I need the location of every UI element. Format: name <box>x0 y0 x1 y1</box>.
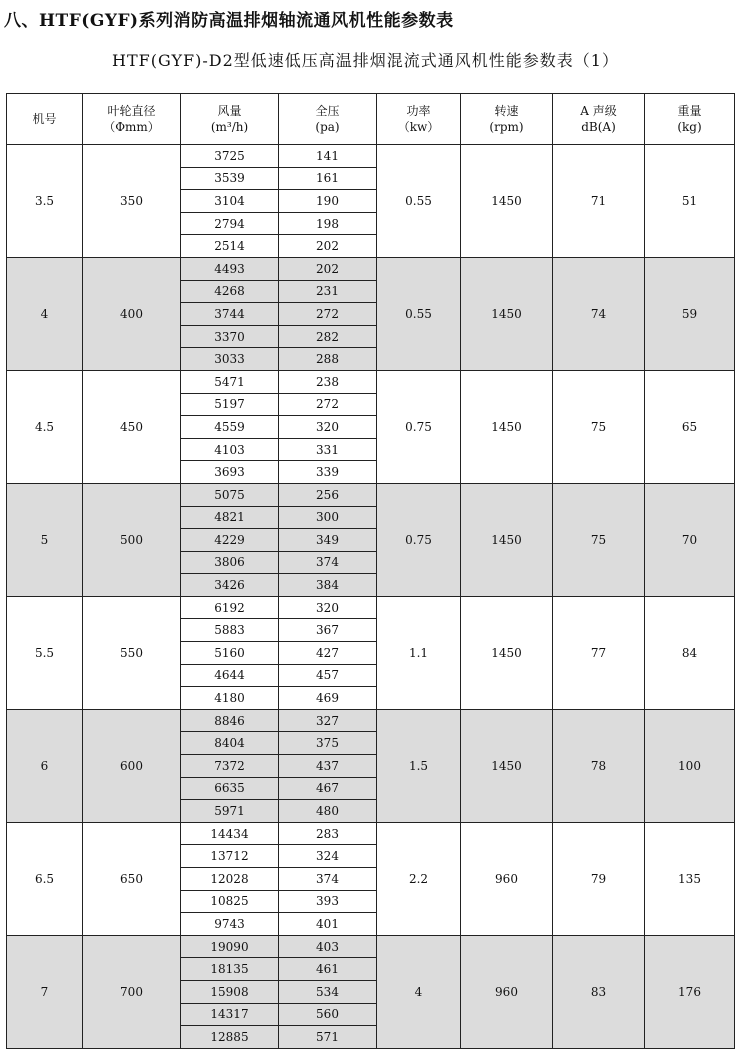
cell-total-pressure: 349 <box>279 529 377 552</box>
cell-total-pressure: 403 <box>279 935 377 958</box>
cell-airflow: 3370 <box>181 325 279 348</box>
table-subtitle: HTF(GYF)-D2型低速低压高温排烟混流式通风机性能参数表（1） <box>112 51 619 70</box>
cell-airflow: 3725 <box>181 145 279 168</box>
cell-total-pressure: 272 <box>279 303 377 326</box>
cell-airflow: 15908 <box>181 980 279 1003</box>
cell-airflow: 3539 <box>181 167 279 190</box>
cell-airflow: 9743 <box>181 913 279 936</box>
cell-airflow: 5971 <box>181 800 279 823</box>
cell-airflow: 3806 <box>181 551 279 574</box>
cell-airflow: 6635 <box>181 777 279 800</box>
cell-noise-level: 83 <box>553 935 645 1048</box>
cell-impeller-diameter: 450 <box>83 370 181 483</box>
cell-weight: 100 <box>645 709 735 822</box>
cell-total-pressure: 427 <box>279 642 377 665</box>
cell-airflow: 4559 <box>181 416 279 439</box>
cell-total-pressure: 283 <box>279 822 377 845</box>
cell-airflow: 10825 <box>181 890 279 913</box>
cell-total-pressure: 534 <box>279 980 377 1003</box>
cell-model: 5.5 <box>7 596 83 709</box>
cell-airflow: 4268 <box>181 280 279 303</box>
table-row <box>7 370 735 393</box>
cell-speed: 1450 <box>461 145 553 258</box>
table-row <box>7 145 735 168</box>
cell-total-pressure: 374 <box>279 868 377 891</box>
cell-airflow: 7372 <box>181 755 279 778</box>
cell-impeller-diameter: 700 <box>83 935 181 1048</box>
cell-speed: 1450 <box>461 483 553 596</box>
header-airflow: 风量 (m³/h) <box>181 94 279 145</box>
cell-model: 5 <box>7 483 83 596</box>
cell-total-pressure: 469 <box>279 687 377 710</box>
cell-power: 1.1 <box>377 596 461 709</box>
cell-airflow: 2794 <box>181 212 279 235</box>
cell-airflow: 4103 <box>181 438 279 461</box>
cell-airflow: 19090 <box>181 935 279 958</box>
cell-airflow: 3104 <box>181 190 279 213</box>
cell-total-pressure: 202 <box>279 257 377 280</box>
cell-total-pressure: 374 <box>279 551 377 574</box>
cell-total-pressure: 300 <box>279 506 377 529</box>
cell-airflow: 14434 <box>181 822 279 845</box>
cell-speed: 960 <box>461 822 553 935</box>
cell-airflow: 5883 <box>181 619 279 642</box>
cell-weight: 176 <box>645 935 735 1048</box>
cell-airflow: 3693 <box>181 461 279 484</box>
cell-speed: 1450 <box>461 709 553 822</box>
section-title: 八、HTF(GYF)系列消防高温排烟轴流通风机性能参数表 <box>4 11 454 31</box>
cell-speed: 1450 <box>461 596 553 709</box>
cell-airflow: 3033 <box>181 348 279 371</box>
cell-total-pressure: 461 <box>279 958 377 981</box>
header-total-pressure: 全压 (pa) <box>279 94 377 145</box>
table-row <box>7 935 735 958</box>
cell-total-pressure: 198 <box>279 212 377 235</box>
cell-model: 6.5 <box>7 822 83 935</box>
cell-total-pressure: 393 <box>279 890 377 913</box>
cell-weight: 65 <box>645 370 735 483</box>
cell-speed: 1450 <box>461 370 553 483</box>
cell-total-pressure: 288 <box>279 348 377 371</box>
cell-airflow: 4644 <box>181 664 279 687</box>
table-row <box>7 822 735 845</box>
cell-impeller-diameter: 400 <box>83 257 181 370</box>
table-row <box>7 257 735 280</box>
header-noise-level: A 声级 dB(A) <box>553 94 645 145</box>
cell-total-pressure: 401 <box>279 913 377 936</box>
cell-airflow: 14317 <box>181 1003 279 1026</box>
cell-airflow: 8846 <box>181 709 279 732</box>
cell-total-pressure: 190 <box>279 190 377 213</box>
cell-total-pressure: 282 <box>279 325 377 348</box>
cell-airflow: 13712 <box>181 845 279 868</box>
cell-power: 0.75 <box>377 483 461 596</box>
cell-impeller-diameter: 600 <box>83 709 181 822</box>
cell-airflow: 3426 <box>181 574 279 597</box>
cell-total-pressure: 256 <box>279 483 377 506</box>
header-speed: 转速 (rpm) <box>461 94 553 145</box>
cell-airflow: 4229 <box>181 529 279 552</box>
cell-total-pressure: 339 <box>279 461 377 484</box>
cell-total-pressure: 202 <box>279 235 377 258</box>
cell-speed: 1450 <box>461 257 553 370</box>
cell-total-pressure: 437 <box>279 755 377 778</box>
cell-total-pressure: 327 <box>279 709 377 732</box>
cell-airflow: 3744 <box>181 303 279 326</box>
cell-impeller-diameter: 550 <box>83 596 181 709</box>
cell-airflow: 4180 <box>181 687 279 710</box>
cell-airflow: 4493 <box>181 257 279 280</box>
cell-airflow: 5075 <box>181 483 279 506</box>
cell-noise-level: 75 <box>553 370 645 483</box>
cell-weight: 135 <box>645 822 735 935</box>
cell-airflow: 8404 <box>181 732 279 755</box>
table-row <box>7 483 735 506</box>
cell-airflow: 12885 <box>181 1026 279 1049</box>
cell-weight: 59 <box>645 257 735 370</box>
cell-total-pressure: 141 <box>279 145 377 168</box>
cell-power: 0.75 <box>377 370 461 483</box>
cell-total-pressure: 467 <box>279 777 377 800</box>
cell-total-pressure: 231 <box>279 280 377 303</box>
cell-airflow: 18135 <box>181 958 279 981</box>
cell-total-pressure: 238 <box>279 370 377 393</box>
cell-airflow: 6192 <box>181 596 279 619</box>
cell-impeller-diameter: 350 <box>83 145 181 258</box>
cell-noise-level: 78 <box>553 709 645 822</box>
cell-impeller-diameter: 500 <box>83 483 181 596</box>
cell-impeller-diameter: 650 <box>83 822 181 935</box>
cell-airflow: 12028 <box>181 868 279 891</box>
cell-airflow: 5197 <box>181 393 279 416</box>
cell-total-pressure: 272 <box>279 393 377 416</box>
cell-noise-level: 75 <box>553 483 645 596</box>
cell-weight: 70 <box>645 483 735 596</box>
cell-model: 6 <box>7 709 83 822</box>
cell-total-pressure: 480 <box>279 800 377 823</box>
cell-model: 4.5 <box>7 370 83 483</box>
header-row <box>7 94 735 145</box>
cell-total-pressure: 320 <box>279 596 377 619</box>
cell-power: 4 <box>377 935 461 1048</box>
cell-power: 2.2 <box>377 822 461 935</box>
table-row <box>7 709 735 732</box>
cell-power: 0.55 <box>377 257 461 370</box>
cell-total-pressure: 375 <box>279 732 377 755</box>
cell-model: 7 <box>7 935 83 1048</box>
cell-total-pressure: 560 <box>279 1003 377 1026</box>
cell-total-pressure: 367 <box>279 619 377 642</box>
cell-noise-level: 71 <box>553 145 645 258</box>
cell-speed: 960 <box>461 935 553 1048</box>
table-body <box>7 145 735 1049</box>
header-model: 机号 <box>7 94 83 145</box>
cell-model: 3.5 <box>7 145 83 258</box>
cell-airflow: 4821 <box>181 506 279 529</box>
cell-power: 1.5 <box>377 709 461 822</box>
cell-noise-level: 79 <box>553 822 645 935</box>
table-row <box>7 596 735 619</box>
cell-airflow: 5471 <box>181 370 279 393</box>
header-impeller-diameter: 叶轮直径 （Φmm） <box>83 94 181 145</box>
cell-total-pressure: 331 <box>279 438 377 461</box>
cell-total-pressure: 320 <box>279 416 377 439</box>
cell-total-pressure: 384 <box>279 574 377 597</box>
cell-total-pressure: 571 <box>279 1026 377 1049</box>
cell-total-pressure: 324 <box>279 845 377 868</box>
header-power: 功率 （kw） <box>377 94 461 145</box>
cell-total-pressure: 161 <box>279 167 377 190</box>
cell-power: 0.55 <box>377 145 461 258</box>
cell-noise-level: 77 <box>553 596 645 709</box>
header-weight: 重量 (kg) <box>645 94 735 145</box>
cell-weight: 51 <box>645 145 735 258</box>
cell-weight: 84 <box>645 596 735 709</box>
fan-performance-table <box>6 93 735 1049</box>
cell-airflow: 5160 <box>181 642 279 665</box>
cell-airflow: 2514 <box>181 235 279 258</box>
cell-model: 4 <box>7 257 83 370</box>
cell-total-pressure: 457 <box>279 664 377 687</box>
cell-noise-level: 74 <box>553 257 645 370</box>
